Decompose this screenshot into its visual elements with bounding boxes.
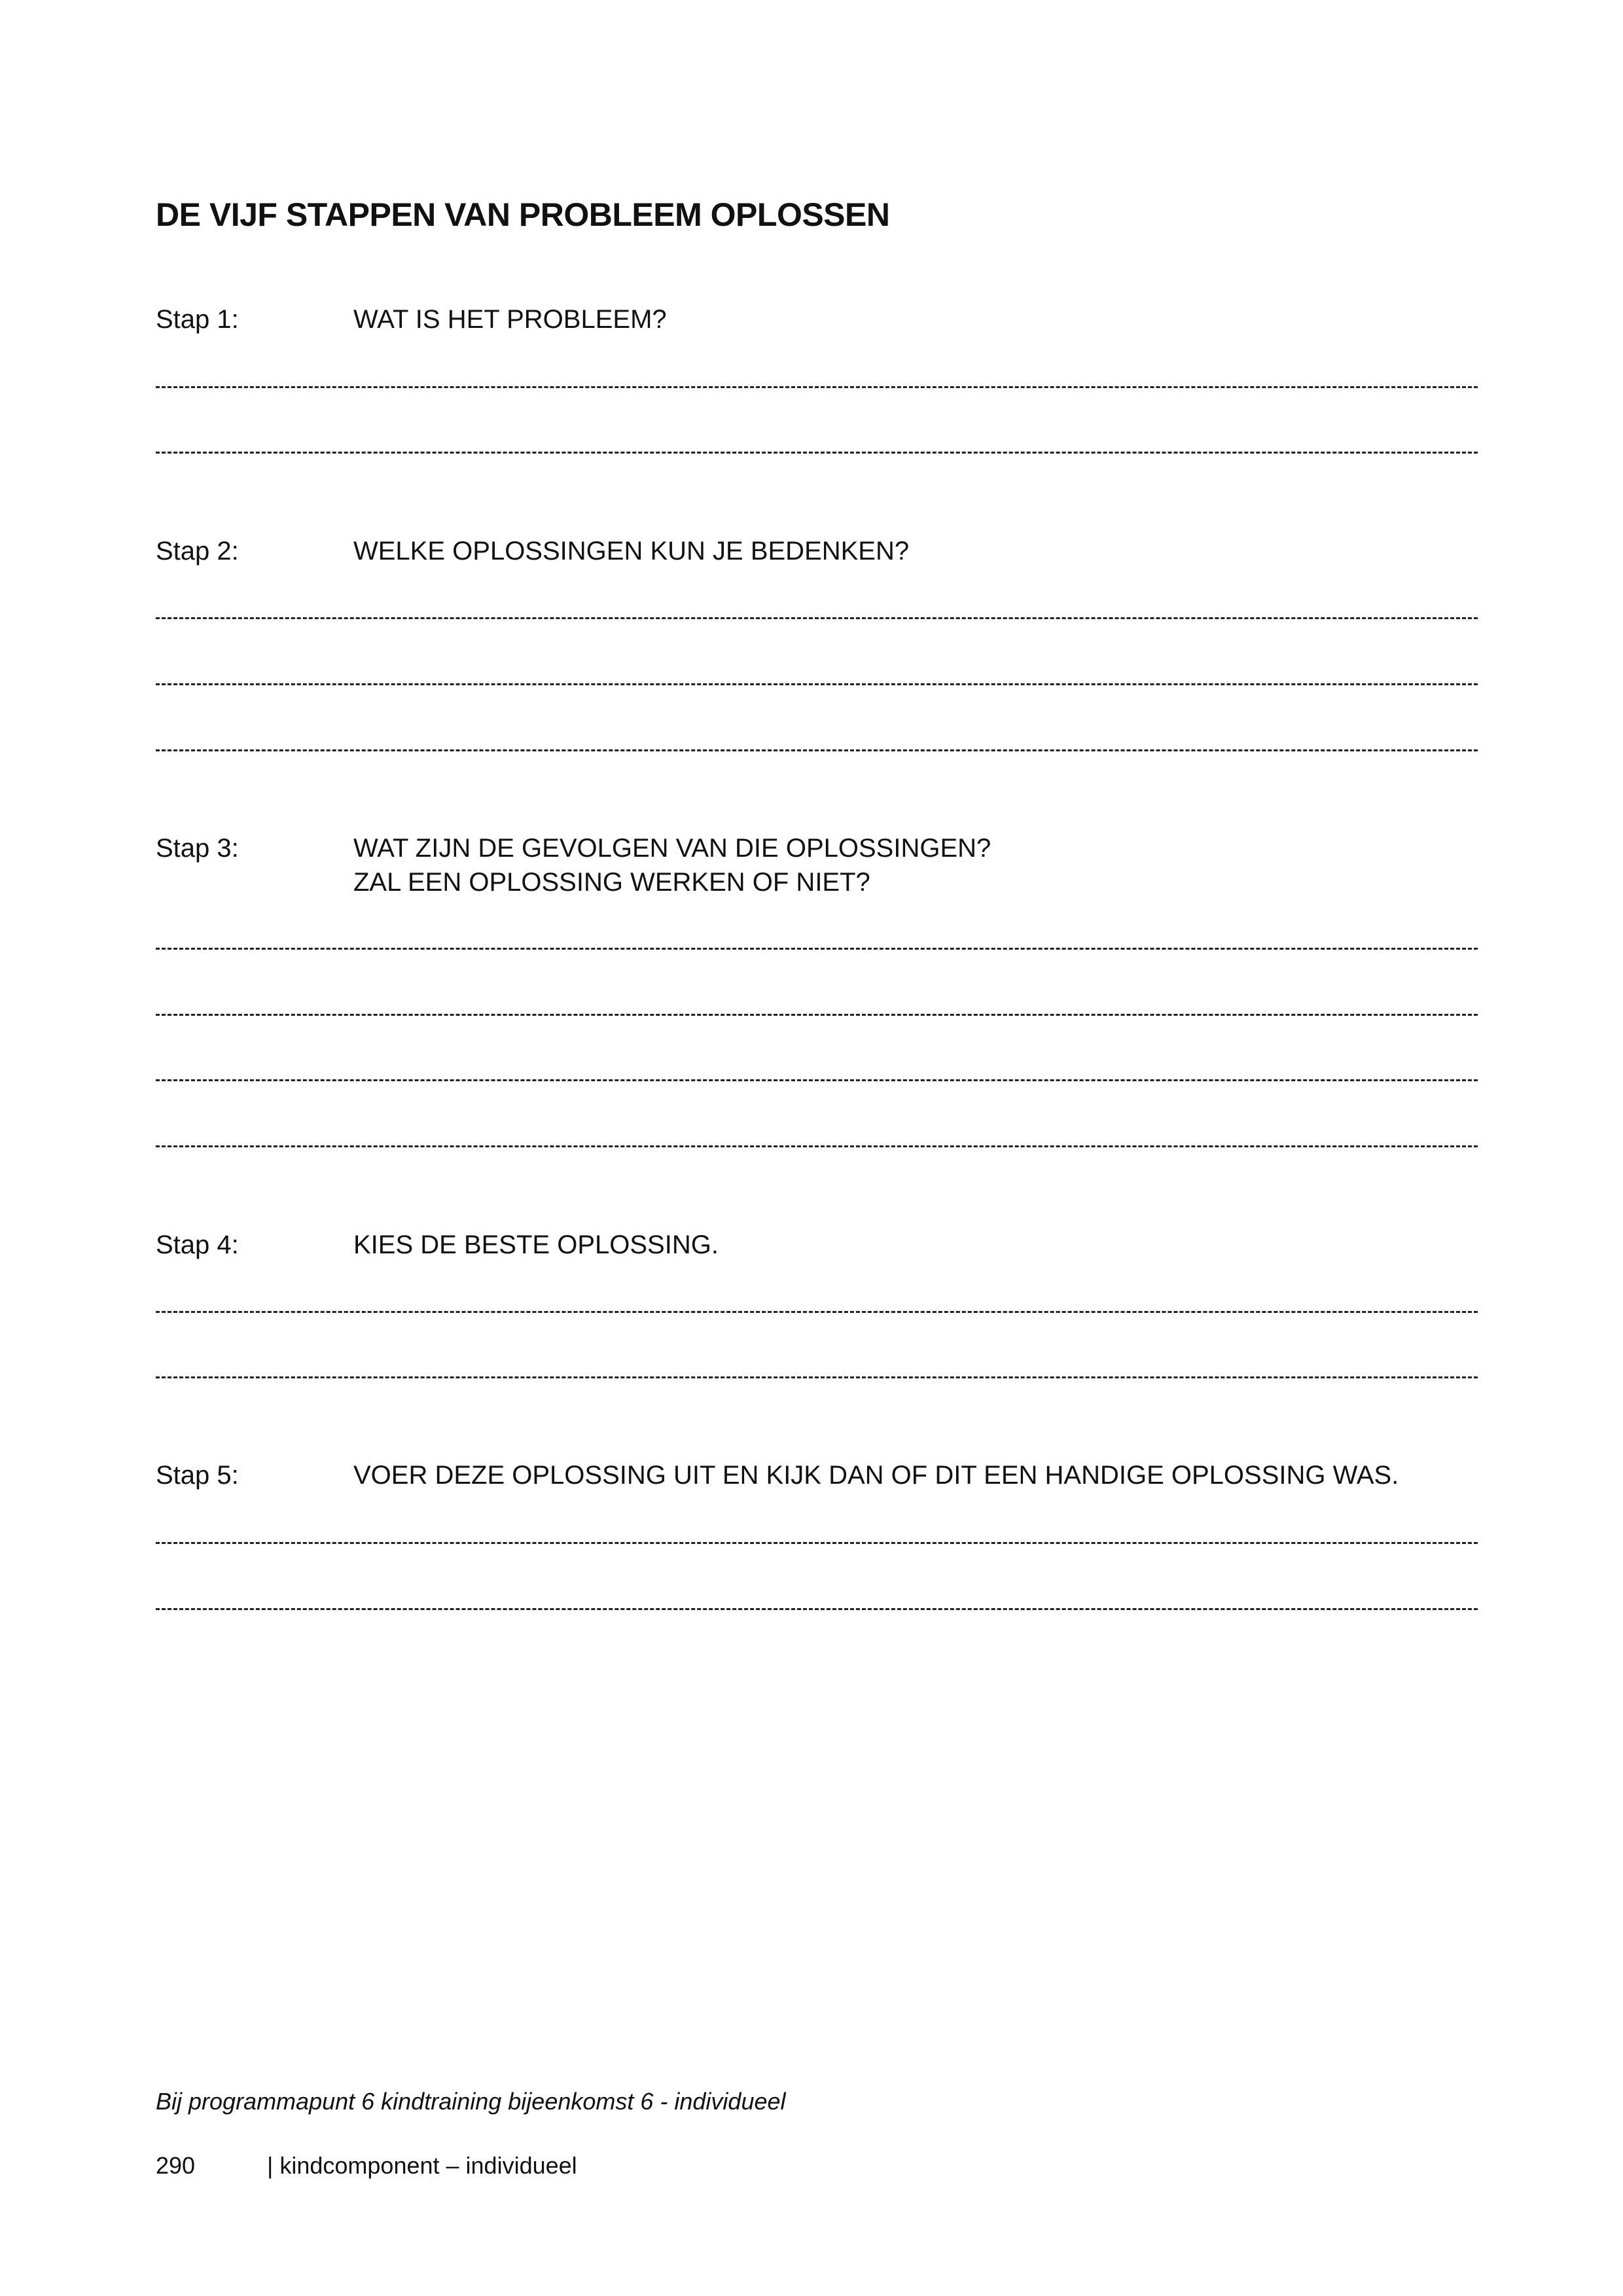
answer-line[interactable] [156,1376,1478,1378]
page-title: DE VIJF STAPPEN VAN PROBLEEM OPLOSSEN [156,196,890,233]
section-name: | kindcomponent – individueel [267,2152,577,2179]
step-3-question-line-2: ZAL EEN OPLOSSING WERKEN OF NIET? [353,868,870,897]
step-2-question: WELKE OPLOSSINGEN KUN JE BEDENKEN? [353,537,910,565]
answer-line[interactable] [156,1145,1478,1147]
answer-line[interactable] [156,948,1478,950]
step-5-question: VOER DEZE OPLOSSING UIT EN KIJK DAN OF DIT EEN HANDIGE OPLOSSING WAS. [353,1461,1399,1490]
step-3-question: WAT ZIJN DE GEVOLGEN VAN DIE OPLOSSINGEN? [353,834,991,863]
answer-line[interactable] [156,683,1478,685]
step-4-question: KIES DE BESTE OPLOSSING. [353,1230,719,1259]
page-number: 290 [156,2152,196,2179]
answer-line[interactable] [156,452,1478,454]
answer-line[interactable] [156,749,1478,751]
answer-line[interactable] [156,1608,1478,1610]
answer-line[interactable] [156,617,1478,619]
answer-line[interactable] [156,1079,1478,1081]
step-1-label: Stap 1: [156,305,239,334]
answer-line[interactable] [156,1311,1478,1313]
answer-line[interactable] [156,1542,1478,1544]
step-2-label: Stap 2: [156,537,239,565]
step-3-label: Stap 3: [156,834,239,863]
step-1-question: WAT IS HET PROBLEEM? [353,305,667,334]
step-5-label: Stap 5: [156,1461,239,1490]
answer-line[interactable] [156,386,1478,388]
step-4-label: Stap 4: [156,1230,239,1259]
footer-note: Bij programmapunt 6 kindtraining bijeenkomst 6 - individueel [156,2088,786,2115]
answer-line[interactable] [156,1014,1478,1016]
